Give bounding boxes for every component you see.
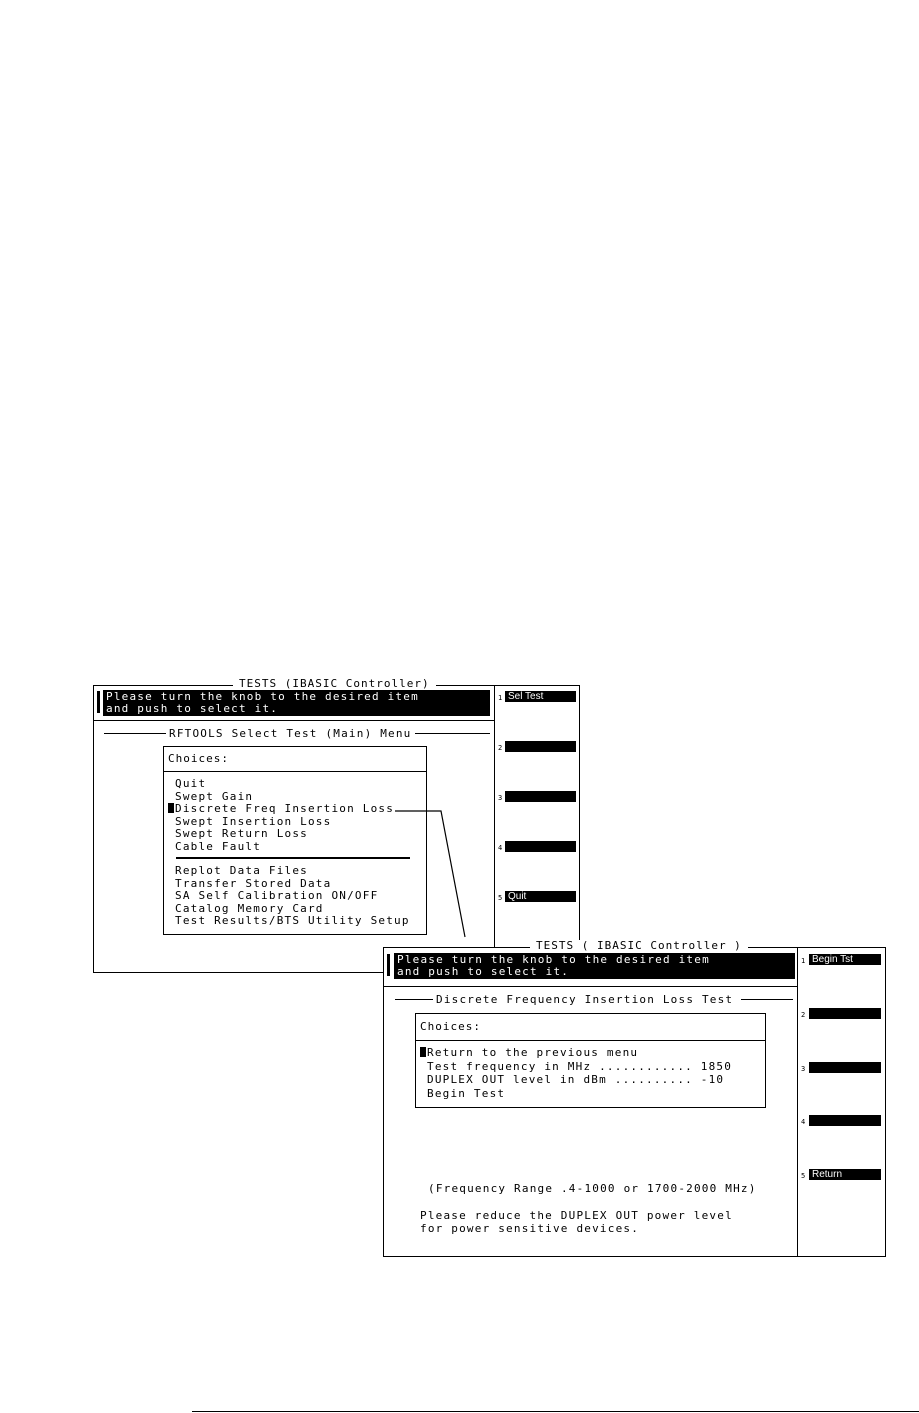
menu-item-duplex-out-level[interactable]: DUPLEX OUT level in dBm .......... -10 xyxy=(427,1073,725,1086)
page-footer-rule xyxy=(192,1411,919,1412)
softkey-2-number: 2 xyxy=(498,744,503,752)
prompt-divider xyxy=(384,986,797,987)
choices-header-divider xyxy=(416,1040,765,1041)
prompt-line-2: and push to select it. xyxy=(397,965,570,978)
softkey-5-quit[interactable]: Quit xyxy=(505,891,576,902)
softkey-4-number: 4 xyxy=(801,1118,806,1126)
menu-item-test-frequency[interactable]: Test frequency in MHz ............ 1850 xyxy=(427,1059,733,1073)
selection-cursor xyxy=(420,1047,426,1057)
menu-item-replot-data-files[interactable]: Replot Data Files xyxy=(175,864,308,877)
menu-item-swept-gain[interactable]: Swept Gain xyxy=(175,789,254,803)
menu-item-transfer-stored-data[interactable]: Transfer Stored Data xyxy=(175,876,332,890)
menu-item-sa-self-calibration[interactable]: SA Self Calibration ON/OFF xyxy=(175,889,379,902)
prompt-cursor xyxy=(387,954,390,976)
softkey-1-begin-test[interactable]: Begin Tst xyxy=(809,954,881,965)
menu-item-return-previous[interactable] xyxy=(420,1047,638,1060)
prompt-line-2: and push to select it. xyxy=(106,702,279,715)
softkey-4-number: 4 xyxy=(498,844,503,852)
softkey-1-sel-test[interactable]: Sel Test xyxy=(505,691,576,702)
softkey-5-number: 5 xyxy=(498,894,503,902)
softkey-1-number: 1 xyxy=(801,957,806,965)
menu-item-swept-insertion-loss[interactable]: Swept Insertion Loss xyxy=(175,814,332,828)
prompt-line-1: Please turn the knob to the desired item xyxy=(397,953,710,966)
menu-item-label: Return to the previous menu xyxy=(427,1046,639,1059)
menu-item-begin-test[interactable]: Begin Test xyxy=(427,1086,506,1100)
menu-item-cable-fault[interactable]: Cable Fault xyxy=(175,839,262,853)
choices-label: Choices: xyxy=(420,1020,481,1033)
menu-item-catalog-memory-card[interactable]: Catalog Memory Card xyxy=(175,901,324,915)
menu-item-label: Discrete Freq Insertion Loss xyxy=(175,802,395,815)
softkey-3-number: 3 xyxy=(498,794,503,802)
prompt-line-1: Please turn the knob to the desired item xyxy=(106,690,419,703)
menu-item-swept-return-loss[interactable]: Swept Return Loss xyxy=(175,827,308,840)
softkey-5-return[interactable]: Return xyxy=(809,1169,881,1180)
softkey-divider xyxy=(797,948,798,1256)
menu-title: Discrete Frequency Insertion Loss Test xyxy=(433,993,736,1006)
power-warning-line-2: for power sensitive devices. xyxy=(420,1222,640,1235)
softkey-2-number: 2 xyxy=(801,1011,806,1019)
menu-item-quit[interactable]: Quit xyxy=(175,777,207,790)
menu-item-test-results-bts-utility-setup[interactable]: Test Results/BTS Utility Setup xyxy=(175,914,410,927)
softkey-1-number: 1 xyxy=(498,694,503,702)
softkey-3-number: 3 xyxy=(801,1065,806,1073)
frequency-range-note: (Frequency Range .4-1000 or 1700-2000 MHz) xyxy=(428,1182,757,1195)
choices-label: Choices: xyxy=(168,752,229,765)
screen-title: TESTS (IBASIC Controller) xyxy=(233,678,436,690)
menu-title-rule-left xyxy=(395,999,433,1000)
menu-title: RFTOOLS Select Test (Main) Menu xyxy=(166,727,415,740)
power-warning-line-1: Please reduce the DUPLEX OUT power level xyxy=(420,1209,733,1222)
softkey-4[interactable] xyxy=(809,1115,881,1126)
softkey-5-number: 5 xyxy=(801,1172,806,1180)
prompt-message xyxy=(394,953,795,979)
screen-title: TESTS ( IBASIC Controller ) xyxy=(530,940,748,952)
softkey-3[interactable] xyxy=(809,1062,881,1073)
menu-title-rule-right xyxy=(741,999,793,1000)
softkey-2[interactable] xyxy=(809,1008,881,1019)
